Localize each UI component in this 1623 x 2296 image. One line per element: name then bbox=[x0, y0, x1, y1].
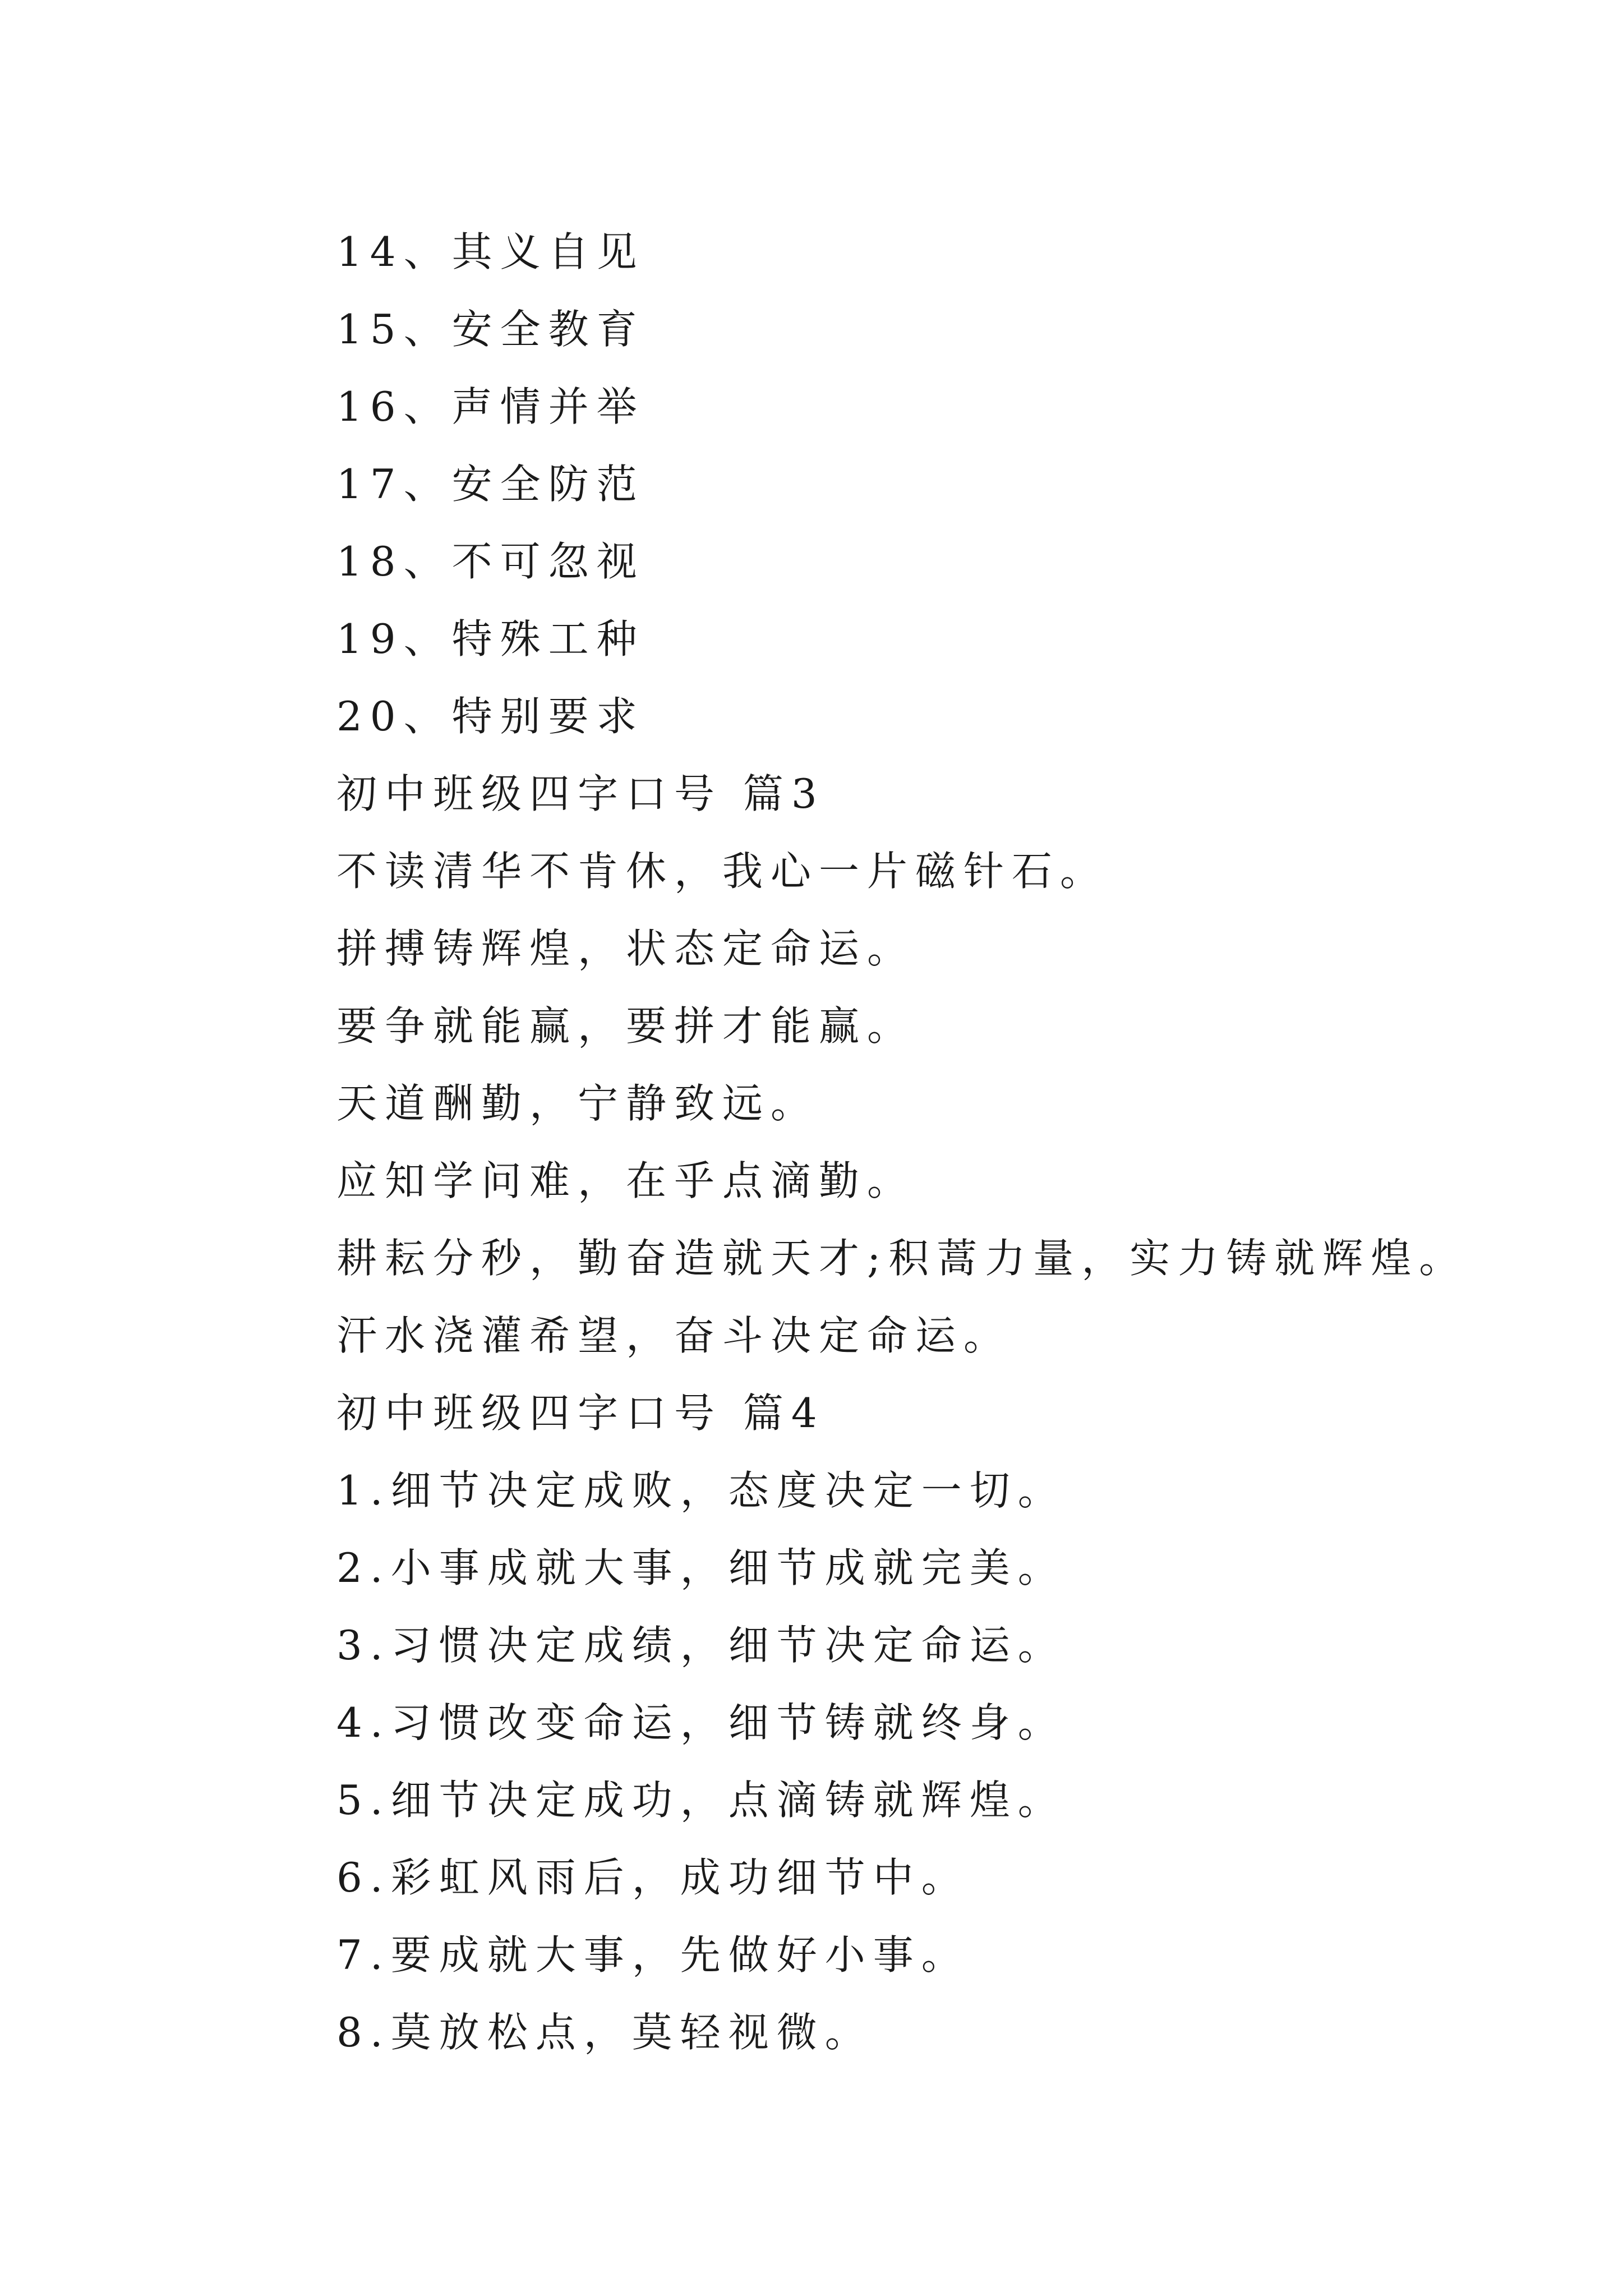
list-item: 19、特殊工种 bbox=[336, 615, 645, 662]
document-body bbox=[336, 213, 1570, 2071]
list-item: 20、特别要求 bbox=[336, 693, 645, 740]
slogan-line: 天道酬勤，宁静致远。 bbox=[336, 1080, 819, 1127]
list-item: 4.习惯改变命运，细节铸就终身。 bbox=[336, 1699, 1066, 1746]
list-item: 3.习惯决定成绩，细节决定命运。 bbox=[336, 1622, 1066, 1669]
section-heading: 初中班级四字口号 篇3 bbox=[336, 770, 825, 817]
slogan-line: 拼搏铸辉煌，状态定命运。 bbox=[336, 925, 916, 972]
slogan-line: 不读清华不肯休，我心一片磁针石。 bbox=[336, 848, 1109, 895]
list-item: 5.细节决定成功，点滴铸就辉煌。 bbox=[336, 1777, 1066, 1824]
list-item: 2.小事成就大事，细节成就完美。 bbox=[336, 1544, 1066, 1591]
list-item: 8.莫放松点，莫轻视微。 bbox=[336, 2009, 873, 2056]
slogan-line: 应知学问难，在乎点滴勤。 bbox=[336, 1157, 916, 1204]
slogan-line: 耕耘分秒，勤奋造就天才;积蒿力量，实力铸就辉煌。 bbox=[336, 1235, 1468, 1282]
list-item: 18、不可忽视 bbox=[336, 538, 645, 585]
slogan-line: 汗水浇灌希望，奋斗决定命运。 bbox=[336, 1312, 1012, 1359]
list-item: 15、安全教育 bbox=[336, 306, 645, 353]
section-heading: 初中班级四字口号 篇4 bbox=[336, 1389, 825, 1437]
list-item: 14、其义自见 bbox=[336, 228, 645, 275]
list-item: 6.彩虹风雨后，成功细节中。 bbox=[336, 1854, 970, 1901]
list-item: 16、声情并举 bbox=[336, 383, 645, 430]
slogan-line: 要争就能赢，要拼才能赢。 bbox=[336, 1002, 916, 1050]
list-item: 17、安全防范 bbox=[336, 461, 645, 508]
list-item: 1.细节决定成败，态度决定一切。 bbox=[336, 1467, 1066, 1514]
list-item: 7.要成就大事，先做好小事。 bbox=[336, 1931, 970, 1978]
